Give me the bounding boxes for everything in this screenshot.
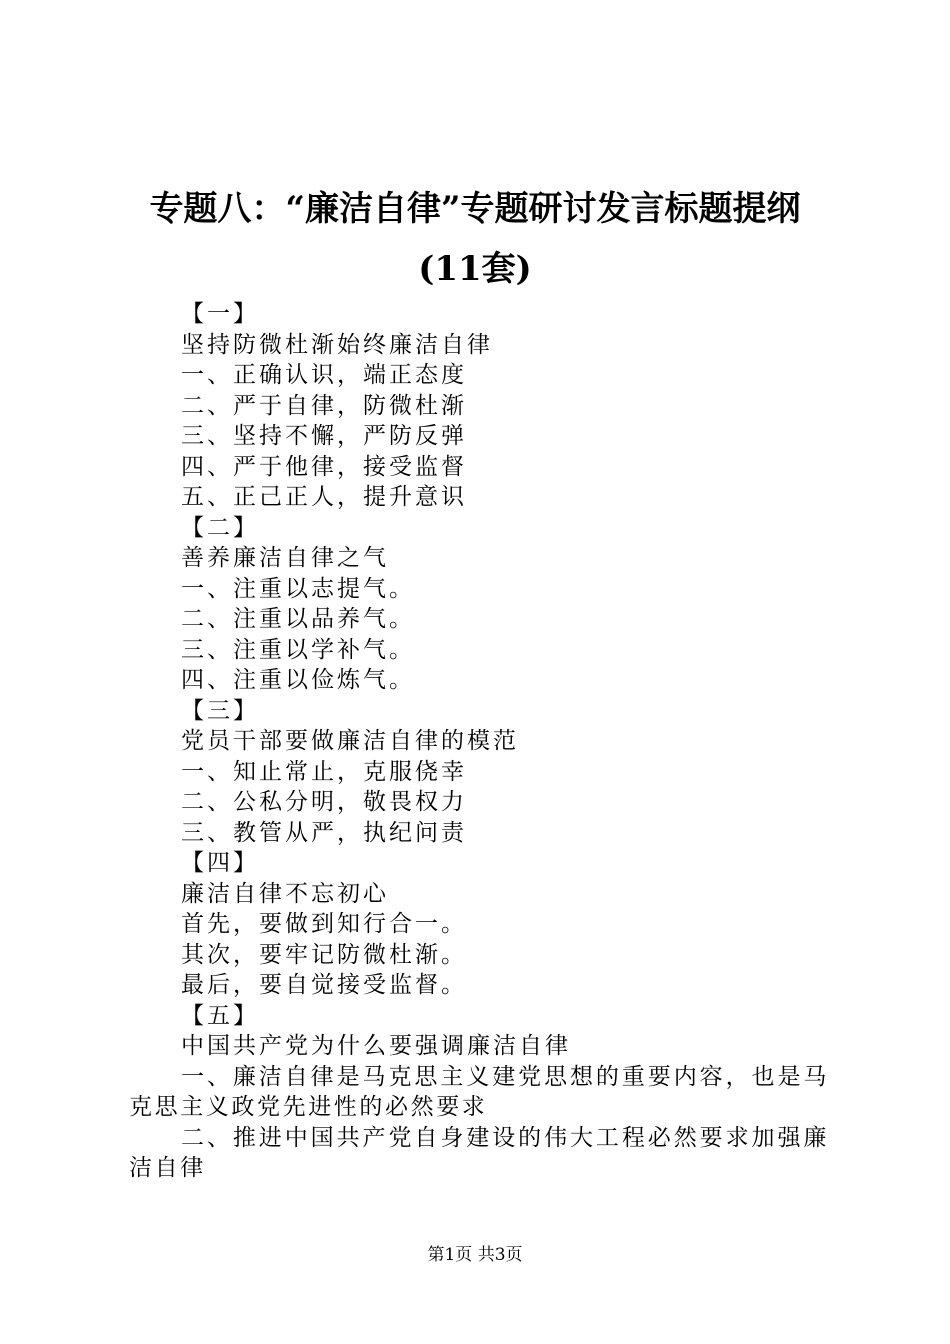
paragraph: 坚持防微杜渐始终廉洁自律 <box>181 331 493 358</box>
paragraph: 四、严于他律，接受监督 <box>181 453 467 480</box>
paragraph: 二、推进中国共产党自身建设的伟大工程必然要求加强廉洁自律 <box>129 1124 829 1181</box>
page-footer: 第1页 共3页 <box>427 1245 523 1265</box>
paragraph: 二、公私分明，敬畏权力 <box>181 789 467 815</box>
paragraph: 其次，要牢记防微杜渐。 <box>181 941 467 968</box>
document-title-subtitle: (11套) <box>418 249 532 289</box>
section-heading: 【一】 <box>181 301 259 327</box>
paragraph: 党员干部要做廉洁自律的模范 <box>181 728 519 754</box>
paragraph: 一、注重以志提气。 <box>181 575 415 602</box>
paragraph: 三、坚持不懈，严防反弹 <box>181 423 467 449</box>
section-heading: 【五】 <box>181 1002 259 1029</box>
paragraph: 最后，要自觉接受监督。 <box>181 972 467 998</box>
paragraph: 三、注重以学补气。 <box>181 636 415 663</box>
paragraph: 中国共产党为什么要强调廉洁自律 <box>181 1033 571 1059</box>
paragraph: 一、正确认识，端正态度 <box>181 362 467 388</box>
section-heading: 【四】 <box>181 850 259 876</box>
paragraph: 二、严于自律，防微杜渐 <box>181 392 467 419</box>
paragraph: 廉洁自律不忘初心 <box>181 880 389 907</box>
paragraph: 五、正己正人，提升意识 <box>181 484 467 510</box>
paragraph: 四、注重以俭炼气。 <box>181 667 415 693</box>
paragraph: 二、注重以品养气。 <box>181 606 415 632</box>
paragraph: 首先，要做到知行合一。 <box>181 911 467 937</box>
section-heading: 【三】 <box>181 697 259 724</box>
paragraph: 善养廉洁自律之气 <box>181 545 389 571</box>
paragraph: 一、知止常止，克服侥幸 <box>181 758 467 785</box>
document-body <box>129 299 829 1184</box>
document-title: 专题八：“廉洁自律”专题研讨发言标题提纲 <box>149 189 801 229</box>
paragraph: 一、廉洁自律是马克思主义建党思想的重要内容，也是马克思主义政党先进性的必然要求 <box>129 1063 829 1120</box>
paragraph: 三、教管从严，执纪问责 <box>181 819 467 846</box>
section-heading: 【二】 <box>181 514 259 541</box>
